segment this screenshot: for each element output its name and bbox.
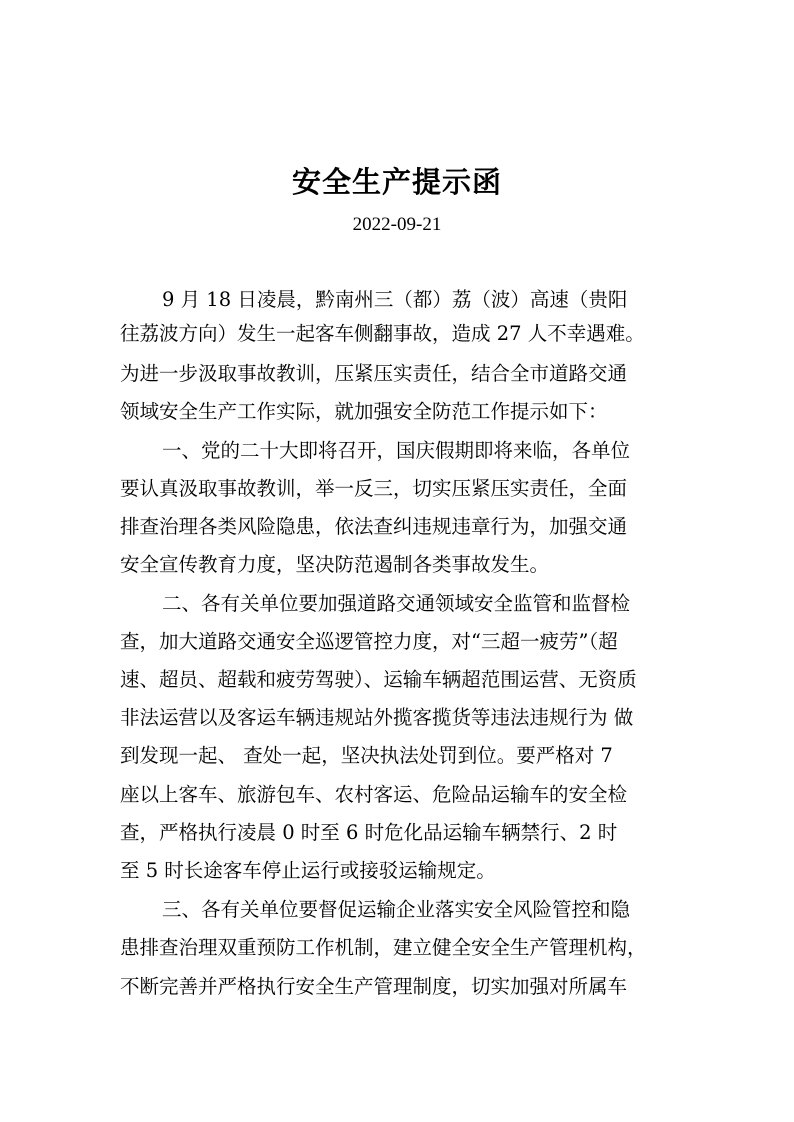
paragraph-3-line-4: 非法运营以及客运车辆违规站外揽客揽货等违法违规行为 做: [120, 706, 634, 729]
paragraph-3-line-7: 查，严格执行凌晨 0 时至 6 时危化品运输车辆禁行、2 时: [120, 821, 618, 844]
paragraph-3-line-1: 二、各有关单位要加强道路交通领域安全监管和监督检: [162, 592, 631, 615]
paragraph-4-line-3: 不断完善并严格执行安全生产管理制度，切实加强对所属车: [120, 975, 628, 998]
paragraph-1-line-3: 为进一步汲取事故教训，压紧压实责任，结合全市道路交通: [120, 362, 628, 385]
document-date: 2022-09-21: [352, 214, 442, 235]
paragraph-4-line-1: 三、各有关单位要督促运输企业落实安全风险管控和隐: [162, 898, 631, 921]
paragraph-3-line-2: 查，加大道路交通安全巡逻管控力度，对“三超一疲劳”（超: [120, 630, 618, 653]
paragraph-1-line-1: 9 月 18 日凌晨，黔南州三（都）荔（波）高速（贵阳: [162, 288, 628, 311]
paragraph-4-line-2: 患排查治理双重预防工作机制，建立健全安全生产管理机构，: [120, 936, 647, 959]
paragraph-2-line-4: 安全宣传教育力度，坚决防范遏制各类事故发生。: [120, 553, 550, 576]
paragraph-3-line-6: 座以上客车、旅游包车、农村客运、危险品运输车的安全检: [120, 783, 628, 806]
paragraph-2-line-2: 要认真汲取事故教训，举一反三，切实压紧压实责任，全面: [120, 477, 628, 500]
paragraph-1-line-2: 往荔波方向）发生一起客车侧翻事故，造成 27 人不幸遇难。: [120, 322, 645, 345]
paragraph-1-line-4: 领域安全生产工作实际，就加强安全防范工作提示如下：: [120, 400, 608, 423]
paragraph-3-line-8: 至 5 时长途客车停止运行或接驳运输规定。: [120, 859, 496, 882]
paragraph-3-line-3: 速、超员、超载和疲劳驾驶）、运输车辆超范围运营、无资质: [120, 668, 637, 691]
paragraph-2-line-1: 一、党的二十大即将召开，国庆假期即将来临，各单位: [162, 439, 631, 462]
paragraph-3-line-5: 到发现一起、 查处一起，坚决执法处罚到位。要严格对 7: [120, 744, 613, 767]
paragraph-2-line-3: 排查治理各类风险隐患，依法查纠违规违章行为，加强交通: [120, 515, 628, 538]
document-title: 安全生产提示函: [291, 165, 502, 199]
